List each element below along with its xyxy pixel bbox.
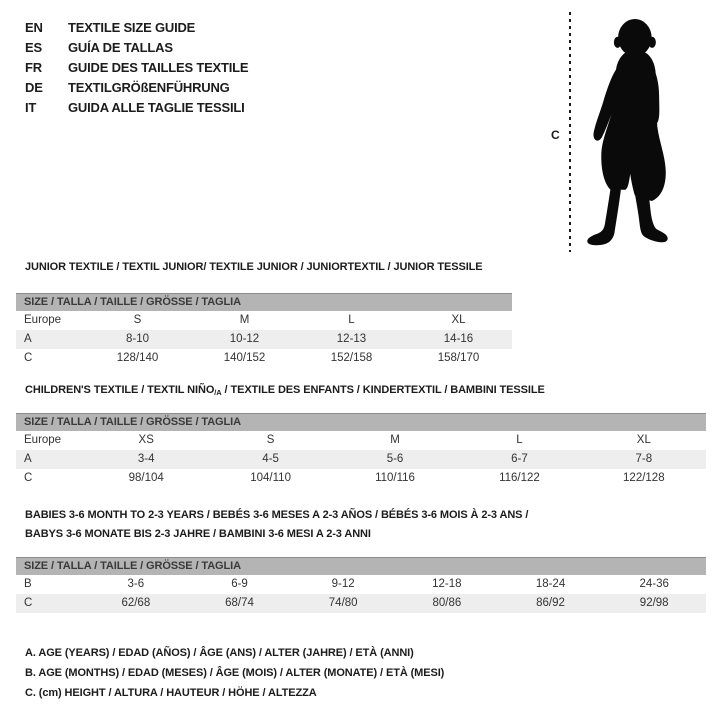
table-cell: 92/98 xyxy=(639,597,669,609)
table-cell: L xyxy=(516,434,523,446)
list-item xyxy=(25,18,248,38)
guide-title: TEXTILGRÖßENFÜHRUNG xyxy=(68,80,230,95)
size-header-bar: SIZE / TALLA / TAILLE / GRÖSSE / TAGLIA xyxy=(16,413,706,431)
guide-title: TEXTILE SIZE GUIDE xyxy=(68,20,196,35)
footnote-height-cm: C. (cm) HEIGHT / ALTURA / HAUTEUR / HÖHE / ALTEZZA xyxy=(25,687,317,699)
title-subscript: /A xyxy=(214,388,222,397)
table-cell: 14-16 xyxy=(443,333,474,345)
table-cell: M xyxy=(239,314,250,326)
table-cell: 80/86 xyxy=(432,597,462,609)
table-cell: 98/104 xyxy=(128,472,164,484)
table-cell: 74/80 xyxy=(328,597,358,609)
height-dashed-line xyxy=(569,12,571,252)
table-cell: 140/152 xyxy=(223,352,266,364)
guide-title: GUIDA ALLE TAGLIE TESSILI xyxy=(68,100,245,115)
table-cell: 158/170 xyxy=(437,352,480,364)
table-cell: 128/140 xyxy=(116,352,159,364)
table-cell: 122/128 xyxy=(623,472,665,484)
table-row xyxy=(16,575,706,594)
table-cell: 152/158 xyxy=(330,352,373,364)
list-item xyxy=(25,38,248,58)
measurement-figure xyxy=(545,6,705,256)
table-cell: M xyxy=(390,434,400,446)
section-title-children xyxy=(25,384,545,397)
row-label: C xyxy=(24,597,33,609)
guide-title: GUIDE DES TAILLES TEXTILE xyxy=(68,60,249,75)
table-row xyxy=(16,469,706,488)
row-label: A xyxy=(24,333,32,345)
table-cell: 7-8 xyxy=(635,453,653,465)
junior-size-table xyxy=(16,293,512,368)
table-cell: XS xyxy=(138,434,154,446)
table-cell: 12-18 xyxy=(432,578,462,590)
table-cell: XL xyxy=(636,434,651,446)
table-row xyxy=(16,431,706,450)
table-cell: 3-6 xyxy=(127,578,145,590)
children-size-table xyxy=(16,413,706,488)
table-cell: 116/122 xyxy=(499,472,540,484)
title-text: / TEXTILE DES ENFANTS / KINDERTEXTIL / BAMBINI TESSILE xyxy=(221,384,545,396)
table-cell: 18-24 xyxy=(535,578,566,590)
babies-size-table xyxy=(16,557,706,613)
table-cell: 110/116 xyxy=(375,472,415,484)
table-cell: S xyxy=(133,314,142,326)
list-item xyxy=(25,78,248,98)
table-row xyxy=(16,349,512,368)
table-cell: 6-7 xyxy=(511,453,528,465)
table-cell: 9-12 xyxy=(331,578,355,590)
table-cell: 4-5 xyxy=(262,453,279,465)
height-marker-label: C xyxy=(551,128,560,142)
language-code: IT xyxy=(25,100,37,115)
table-cell: 3-4 xyxy=(137,453,155,465)
table-cell: 12-13 xyxy=(336,333,367,345)
size-header-bar: SIZE / TALLA / TAILLE / GRÖSSE / TAGLIA xyxy=(16,557,706,575)
language-code: EN xyxy=(25,20,43,35)
legend-footnotes xyxy=(25,643,444,703)
row-label: C xyxy=(24,472,33,484)
table-row xyxy=(16,450,706,469)
table-cell: 62/68 xyxy=(121,597,151,609)
size-header-bar: SIZE / TALLA / TAILLE / GRÖSSE / TAGLIA xyxy=(16,293,512,311)
toddler-silhouette-icon xyxy=(577,10,689,252)
guide-title: GUÍA DE TALLAS xyxy=(68,40,173,55)
list-item xyxy=(25,58,248,78)
table-cell: 24-36 xyxy=(639,578,669,590)
title-text: CHILDREN'S TEXTILE / TEXTIL NIÑO xyxy=(25,384,215,396)
table-cell: 86/92 xyxy=(536,597,565,609)
table-cell: 6-9 xyxy=(231,578,248,590)
language-code: ES xyxy=(25,40,42,55)
section-title-junior: JUNIOR TEXTILE / TEXTIL JUNIOR/ TEXTILE JUNIOR / JUNIORTEXTIL / JUNIOR TESSILE xyxy=(25,261,483,273)
table-row xyxy=(16,311,512,330)
footnote-age-months: B. AGE (MONTHS) / EDAD (MESES) / ÂGE (MOIS) / ALTER (MONATE) / ETÀ (MESI) xyxy=(25,667,445,679)
row-label: C xyxy=(24,352,33,364)
table-cell: 68/74 xyxy=(225,597,254,609)
table-cell: 10-12 xyxy=(229,333,260,345)
row-label: B xyxy=(24,578,32,590)
row-label: Europe xyxy=(24,434,62,446)
table-cell: L xyxy=(348,314,355,326)
list-item xyxy=(25,98,248,118)
table-cell: 104/110 xyxy=(250,472,291,484)
table-cell: XL xyxy=(451,314,466,326)
language-title-list xyxy=(25,18,248,118)
language-code: FR xyxy=(25,60,42,75)
section-title-babies-line2: BABYS 3-6 MONATE BIS 2-3 JAHRE / BAMBINI 3-6 MESI A 2-3 ANNI xyxy=(25,528,371,540)
row-label: Europe xyxy=(24,314,62,326)
table-cell: 8-10 xyxy=(125,333,150,345)
section-title-babies-line1: BABIES 3-6 MONTH TO 2-3 YEARS / BEBÉS 3-6 MESES A 2-3 AÑOS / BÉBÉS 3-6 MOIS À 2-3 ANS / xyxy=(25,509,529,521)
footnote-age-years: A. AGE (YEARS) / EDAD (AÑOS) / ÂGE (ANS) / ALTER (JAHRE) / ETÀ (ANNI) xyxy=(25,647,414,659)
language-code: DE xyxy=(25,80,43,95)
table-cell: 5-6 xyxy=(386,453,404,465)
table-row xyxy=(16,330,512,349)
row-label: A xyxy=(24,453,32,465)
table-row xyxy=(16,594,706,613)
table-cell: S xyxy=(266,434,275,446)
